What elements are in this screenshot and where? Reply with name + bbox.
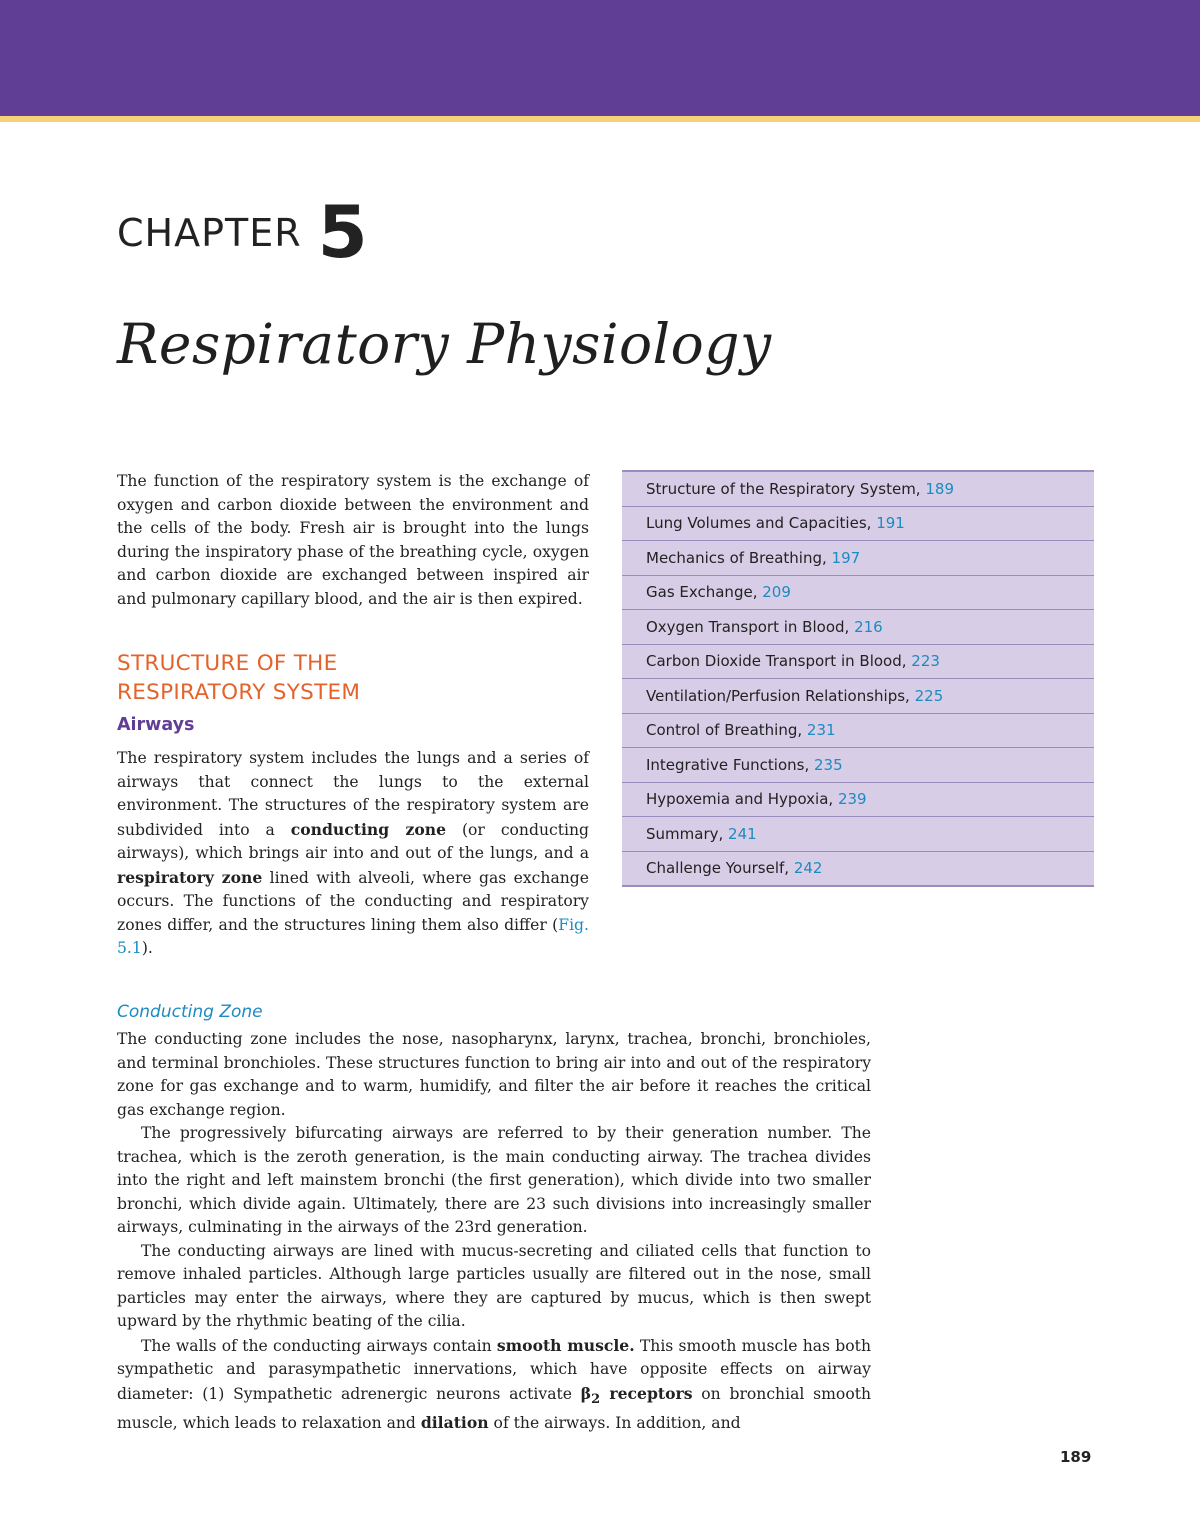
- outline-item-label: Hypoxemia and Hypoxia,: [646, 790, 834, 809]
- figure-link[interactable]: Fig. 5.1: [117, 915, 589, 957]
- outline-item-label: Structure of the Respiratory System,: [646, 479, 921, 498]
- beta-subscript: 2: [591, 1391, 601, 1407]
- outline-item-label: Gas Exchange,: [646, 583, 758, 602]
- header-rule: [0, 116, 1200, 122]
- outline-item[interactable]: [622, 541, 1094, 576]
- conducting-zone-section: [117, 1002, 871, 1436]
- outline-item[interactable]: [622, 817, 1094, 852]
- outline-item[interactable]: [622, 679, 1094, 714]
- outline-item[interactable]: [622, 748, 1094, 783]
- conducting-zone-heading: Conducting Zone: [117, 1002, 263, 1022]
- airways-paragraph: [117, 747, 589, 961]
- outline-item[interactable]: [622, 507, 1094, 542]
- outline-item[interactable]: [622, 472, 1094, 507]
- outline-item-label: Control of Breathing,: [646, 721, 803, 740]
- header-band: [0, 0, 1200, 116]
- outline-item[interactable]: [622, 852, 1094, 886]
- outline-item[interactable]: [622, 576, 1094, 611]
- outline-item[interactable]: [622, 610, 1094, 645]
- beta-symbol: β: [580, 1383, 592, 1403]
- text-run: (or conducting airways), which brings air into and out of the lungs, and a: [117, 820, 590, 862]
- outline-item-label: Summary,: [646, 824, 724, 843]
- outline-item-label: Challenge Yourself,: [646, 859, 790, 878]
- outline-item-page[interactable]: 239: [837, 790, 867, 809]
- text-run: of the airways. In addition, and: [488, 1414, 741, 1433]
- outline-item-page[interactable]: 242: [793, 859, 823, 878]
- conducting-paragraph-1: The conducting zone includes the nose, nasopharynx, larynx, trachea, bronchi, bronchioles, and terminal bronchioles. These structures function to bring air into and out of the respiratory zone for gas exchange and to warm, humidify, and filter the air before it reaches the critical gas exchange region.: [117, 1030, 871, 1119]
- outline-item-label: Integrative Functions,: [646, 755, 810, 774]
- outline-item-page[interactable]: 197: [831, 548, 861, 567]
- term-conducting-zone: conducting zone: [290, 819, 447, 839]
- outline-item-page[interactable]: 225: [914, 686, 944, 705]
- term-smooth-muscle: smooth muscle.: [496, 1335, 635, 1355]
- intro-paragraph: The function of the respiratory system is the exchange of oxygen and carbon dioxide between the environment and the cells of the body. Fresh air is brought into the lungs during the inspiratory phase of the breathing cycle, oxygen and carbon dioxide are exchanged between inspired air and pulmonary capillary blood, and the air is then expired.: [117, 472, 589, 608]
- term-receptors: receptors: [600, 1383, 693, 1403]
- conducting-paragraph-2: The progressively bifurcating airways are referred to by their generation number. The trachea, which is the zeroth generation, is the main conducting airway. The trachea divides into the right and left mainstem bronchi (the first generation), which divide into two smaller bronchi, which divide again. Ultimately, there are 23 such divisions into increasingly smaller airways, culminating in the airways of the 23rd generation.: [117, 1124, 871, 1236]
- term-respiratory-zone: respiratory zone: [117, 867, 263, 887]
- section-heading-line-2: RESPIRATORY SYSTEM: [117, 680, 361, 705]
- text-run: This smooth muscle has both sympathetic and parasympathetic innervations, which have opposite effects on airway diameter: (1) Sympathetic adrenergic neurons activate: [117, 1336, 871, 1403]
- text-run: ).: [141, 939, 153, 957]
- airways-subheading: Airways: [117, 715, 195, 735]
- conducting-paragraph-4: [117, 1334, 871, 1436]
- outline-item-label: Ventilation/Perfusion Relationships,: [646, 686, 910, 705]
- text-run: on bronchial smooth muscle, which leads to relaxation and: [117, 1384, 872, 1433]
- outline-item-label: Mechanics of Breathing,: [646, 548, 827, 567]
- outline-item-page[interactable]: 191: [876, 514, 905, 533]
- outline-item[interactable]: [622, 714, 1094, 749]
- outline-item-page[interactable]: 231: [806, 721, 836, 740]
- conducting-paragraph-3: The conducting airways are lined with mucus-secreting and ciliated cells that function to remove inhaled particles. Although large particles usually are filtered out in the nose, small particles may enter the airways, where they are captured by mucus, which is then swept upward by the rhythmic beating of the cilia.: [117, 1241, 871, 1330]
- chapter-outline: [622, 470, 1094, 887]
- outline-item-label: Carbon Dioxide Transport in Blood,: [646, 652, 907, 671]
- outline-item-label: Oxygen Transport in Blood,: [646, 617, 850, 636]
- outline-item-page[interactable]: 235: [814, 755, 843, 774]
- section-heading-line-1: STRUCTURE OF THE: [117, 651, 338, 676]
- text-run: The walls of the conducting airways contain: [141, 1336, 497, 1355]
- outline-item-page[interactable]: 216: [854, 617, 883, 636]
- outline-item-page[interactable]: 241: [728, 824, 757, 843]
- outline-item-page[interactable]: 209: [762, 583, 791, 602]
- chapter-label: [117, 188, 368, 274]
- text-run: The respiratory system includes the lungs and a series of airways that connect the lungs to the external environment. The structures of the respiratory system are subdivided into a: [117, 749, 589, 839]
- term-dilation: dilation: [420, 1413, 489, 1433]
- chapter-title: Respiratory Physiology: [117, 312, 772, 376]
- outline-item[interactable]: [622, 645, 1094, 680]
- outline-item[interactable]: [622, 783, 1094, 818]
- page-number: 189: [1060, 1448, 1092, 1466]
- chapter-word: CHAPTER: [117, 211, 302, 255]
- chapter-number: 5: [317, 190, 368, 274]
- outline-item-page[interactable]: 223: [911, 652, 940, 671]
- outline-item-label: Lung Volumes and Capacities,: [646, 514, 872, 533]
- text-run: lined with alveoli, where gas exchange occurs. The functions of the conducting and respiratory zones differ, and the structures lining them also differ (: [117, 868, 590, 934]
- section-heading: [117, 649, 589, 707]
- term-beta: [580, 1383, 693, 1407]
- outline-item-page[interactable]: 189: [925, 479, 954, 498]
- left-column: [117, 470, 589, 961]
